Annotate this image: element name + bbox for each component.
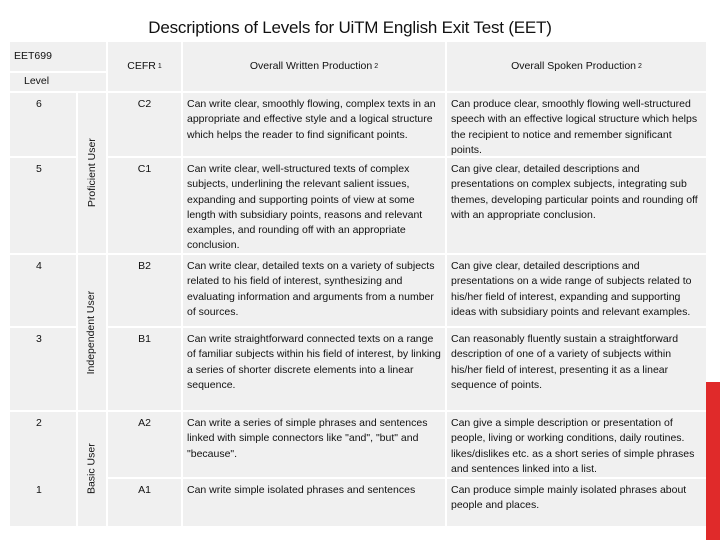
category-independent-label: Independent User [85, 290, 98, 375]
spoken-a1: Can produce simple mainly isolated phrases about people and places. [447, 479, 706, 526]
cefr-c1: C1 [108, 158, 181, 253]
cefr-b2: B2 [108, 255, 181, 326]
header-written-footnote: 2 [374, 62, 379, 70]
header-level: Level [10, 73, 106, 91]
written-b1: Can write straightforward connected texts on a range of familiar subjects within his field of interest, by linking a series of shorter discrete elements into a linear sequence. [183, 328, 445, 410]
written-a2: Can write a series of simple phrases and sentences linked with simple connectors like "and", "but" and "because". [183, 412, 445, 477]
accent-bar [706, 382, 720, 540]
category-proficient-label: Proficient User [85, 138, 98, 208]
written-a1: Can write simple isolated phrases and sentences [183, 479, 445, 526]
header-spoken [447, 42, 706, 91]
spoken-a2: Can give a simple description or presentation of people, living or working conditions, daily routines. likes/dislikes etc. as a short series of simple phrases and sentences linked into a list. [447, 412, 706, 477]
level-3: 3 [10, 328, 76, 410]
header-spoken-label: Overall Spoken Production [511, 59, 636, 72]
level-2: 2 [10, 412, 76, 526]
header-spoken-footnote: 2 [638, 62, 642, 70]
category-basic [78, 412, 106, 526]
header-cefr-footnote: 1 [157, 62, 162, 70]
header-written [183, 42, 445, 91]
header-written-label: Overall Written Production [249, 59, 373, 72]
cefr-a2: A2 [108, 412, 181, 477]
spoken-c1: Can give clear, detailed descriptions and presentations on complex subjects, integrating sub themes, developing particular points and rounding off with an appropriate conclusion. [447, 158, 706, 253]
category-proficient [78, 93, 106, 253]
levels-table [10, 42, 698, 514]
header-cefr-label: CEFR [127, 59, 156, 72]
page-title: Descriptions of Levels for UiTM English Exit Test (EET) [148, 18, 552, 37]
spoken-b2: Can give clear, detailed descriptions and presentations on a wide range of subjects related to his/her field of interest, expanding and supporting ideas with subsidiary points and relevant examples. [447, 255, 706, 326]
category-independent [78, 255, 106, 410]
header-eet: EET699 [10, 42, 106, 71]
category-basic-label: Basic User [85, 443, 98, 495]
cefr-c2: C2 [108, 93, 181, 156]
level-5: 5 [10, 158, 76, 253]
written-c1: Can write clear, well-structured texts of complex subjects, underlining the relevant salient issues, expanding and supporting points of view at some length with subsidiary points, reasons and relevant examples, and rounding off with an appropriate conclusion. [183, 158, 445, 253]
spoken-b1: Can reasonably fluently sustain a straightforward description of one of a variety of subjects within his/her field of interest, presenting it as a linear sequence of points. [447, 328, 706, 410]
level-4: 4 [10, 255, 76, 326]
spoken-c2: Can produce clear, smoothly flowing well-structured speech with an effective logical structure which helps the recipient to notice and remember significant points. [447, 93, 706, 156]
written-c2: Can write clear, smoothly flowing, complex texts in an appropriate and effective style and a logical structure which helps the reader to find significant points. [183, 93, 445, 156]
level-6: 6 [10, 93, 76, 156]
level-1: 1 [36, 484, 42, 496]
cefr-a1: A1 [108, 479, 181, 526]
cefr-b1: B1 [108, 328, 181, 410]
header-cefr [108, 42, 181, 91]
written-b2: Can write clear, detailed texts on a variety of subjects related to his field of interest, synthesizing and evaluating information and arguments from a number of sources. [183, 255, 445, 326]
